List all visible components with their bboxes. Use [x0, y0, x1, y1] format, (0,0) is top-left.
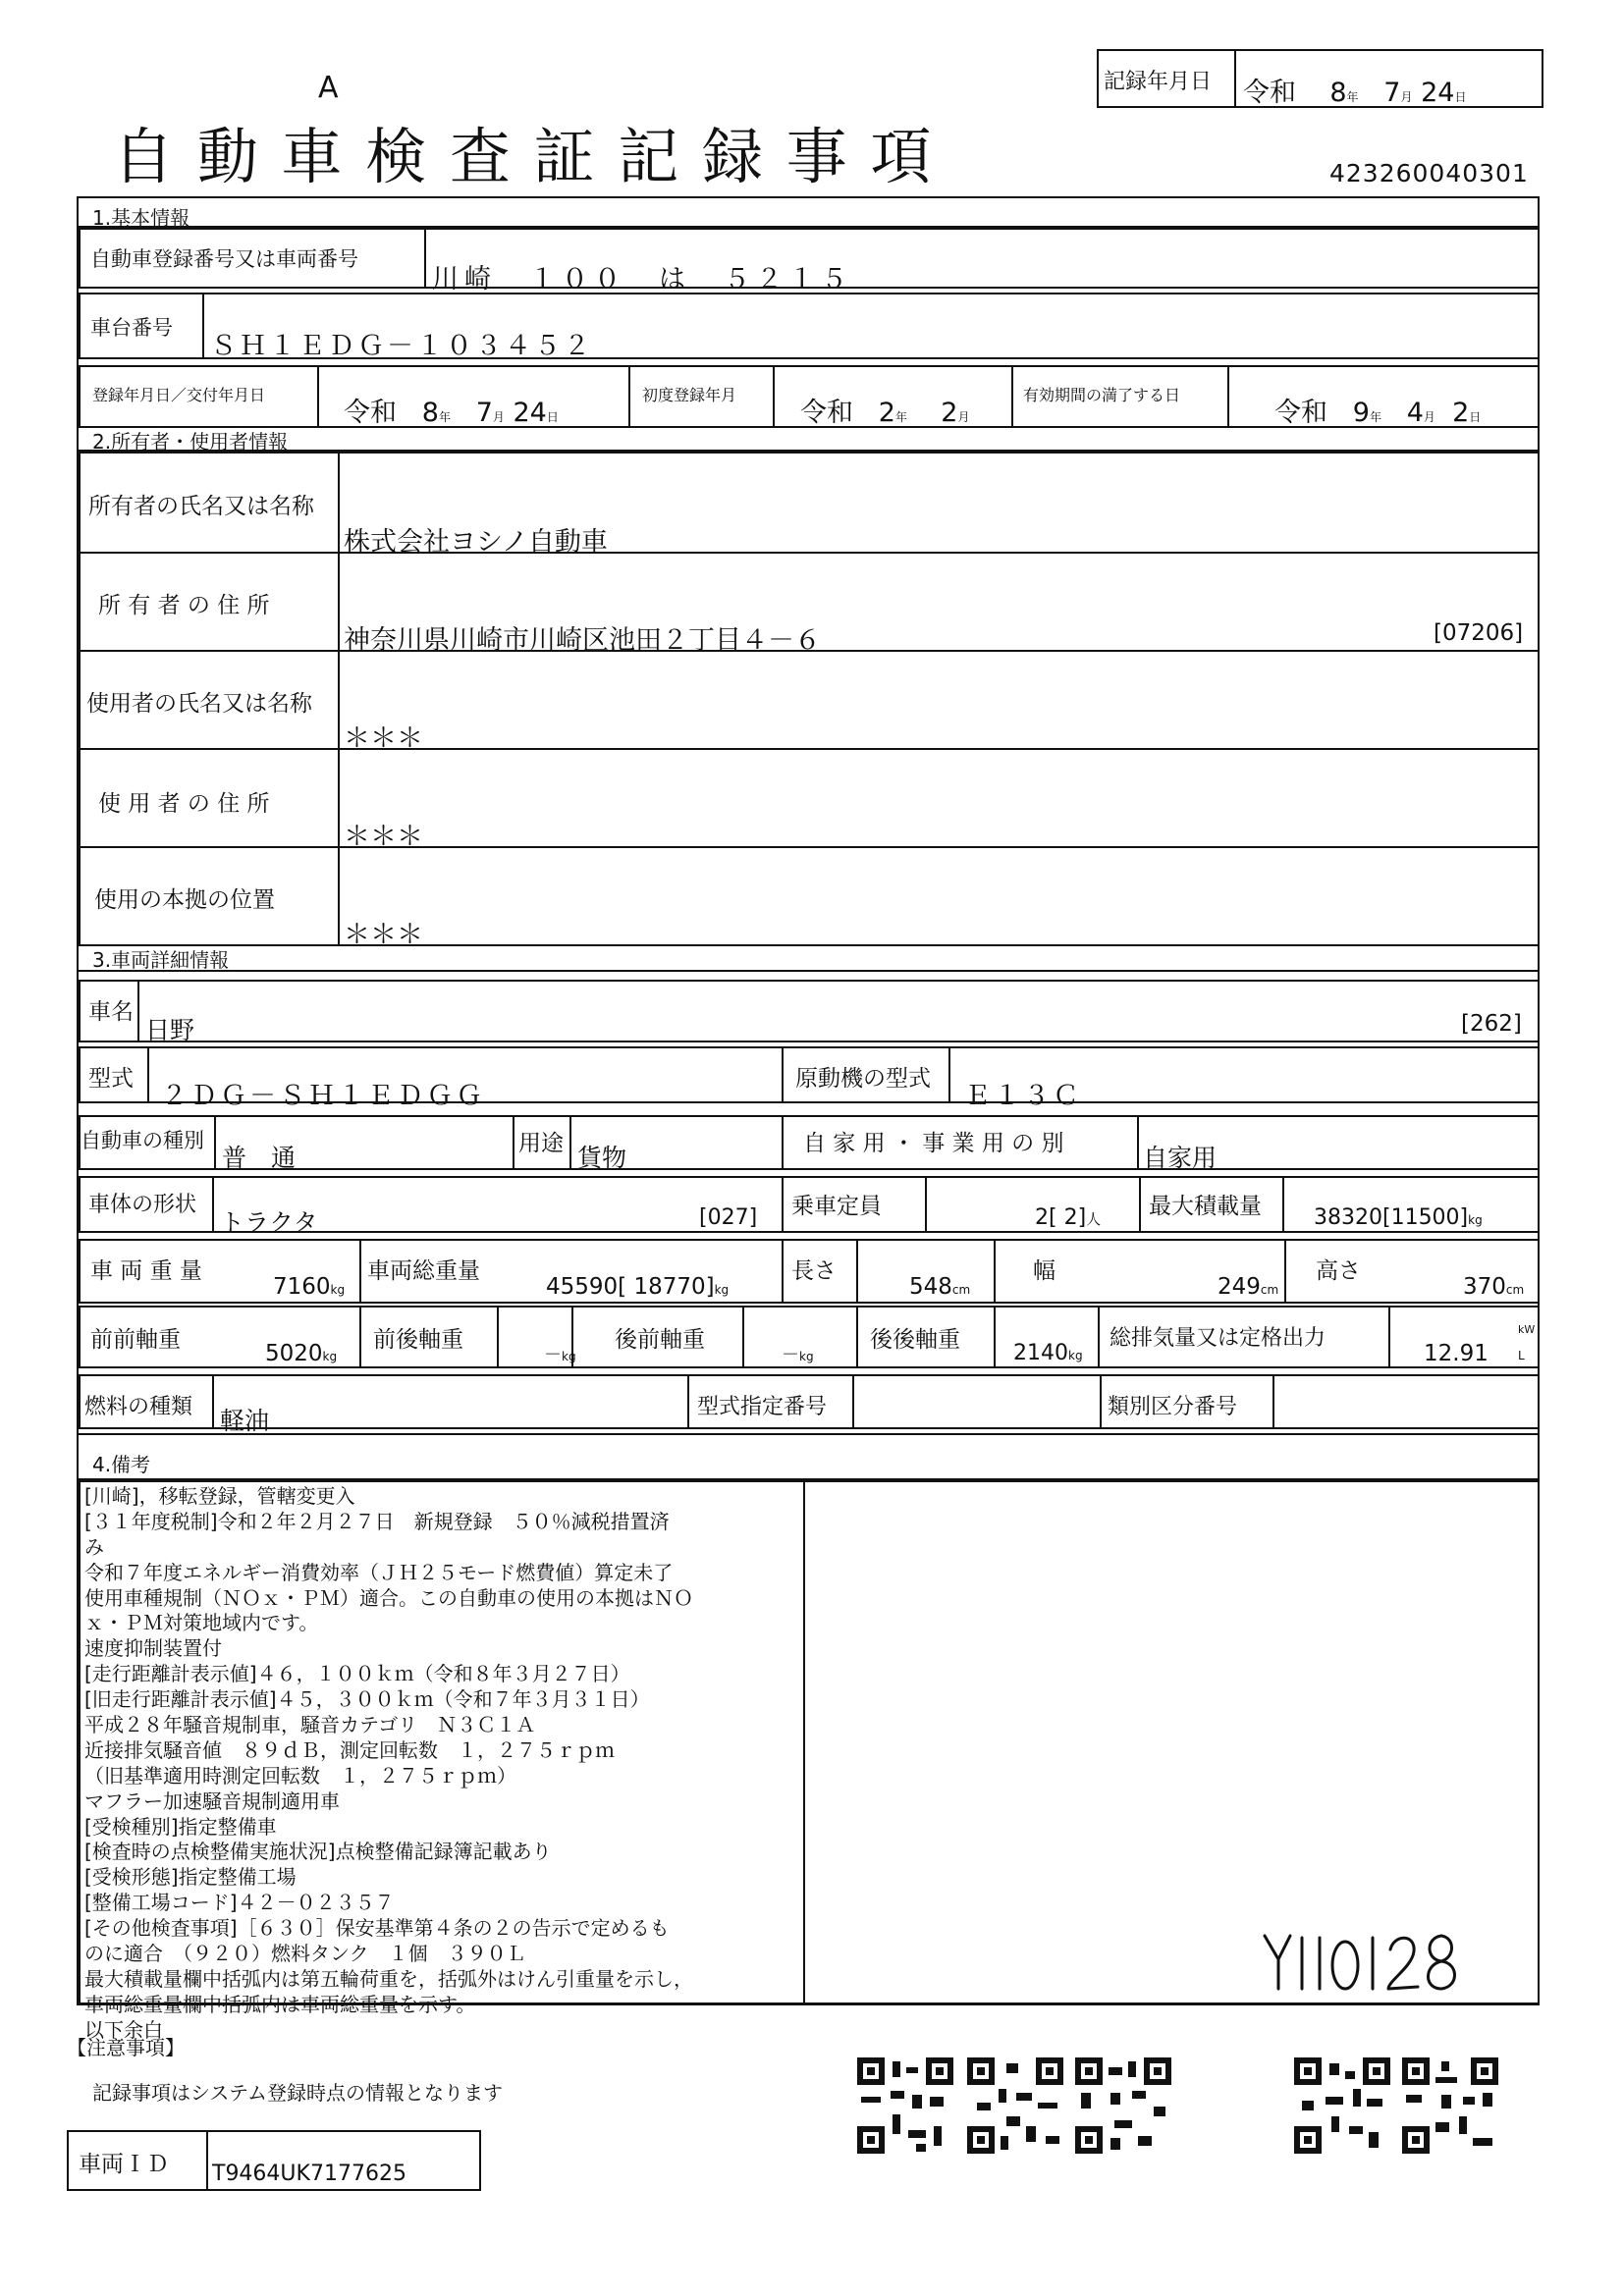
capacity-label: 乗車定員 — [791, 1194, 882, 1219]
length-label: 長さ — [791, 1258, 837, 1284]
remarks-line: [その他検査事項]［６３０］保安基準第４条の２の告示で定めるも — [84, 1916, 670, 1941]
remarks-line: [受検形態]指定整備工場 — [84, 1865, 297, 1890]
front-front-axle-value: 5020kg — [265, 1341, 338, 1366]
vehicle-id-label: 車両ＩＤ — [79, 2152, 169, 2177]
first-registration-label: 初度登録年月 — [642, 386, 737, 404]
section-owner-heading: 2.所有者・使用者情報 — [92, 430, 289, 454]
width-label: 幅 — [1033, 1258, 1056, 1284]
first-registration-value: 令和 2年 2月 — [800, 398, 970, 428]
remarks-line: [整備工場コード]４２－０２３５７ — [84, 1891, 395, 1915]
business-use-label: 自 家 用 ・ 事 業 用 の 別 — [803, 1131, 1064, 1156]
model-value: ２ＤＧ－ＳＨ１ＥＤＧＧ — [161, 1081, 485, 1111]
body-shape-label: 車体の形状 — [88, 1193, 197, 1217]
user-name-value: ＊＊＊ — [344, 723, 423, 754]
remarks-line: 速度抑制装置付 — [84, 1636, 222, 1661]
qr-code-3 — [1075, 2057, 1171, 2154]
capacity-value: 2[ 2]人 — [1035, 1205, 1102, 1230]
remarks-line: 平成２８年騒音規制車，騒音カテゴリ Ｎ３Ｃ１Ａ — [84, 1713, 536, 1737]
remarks-line: [検査時の点検整備実施状況]点検整備記録簿記載あり — [84, 1840, 552, 1864]
user-name-label: 使用者の氏名又は名称 — [86, 691, 312, 717]
remarks-line: （旧基準適用時測定回転数 １，２７５ｒｐｍ） — [84, 1763, 516, 1788]
document-title: 自 動 車 検 査 証 記 録 事 項 — [113, 121, 934, 192]
remarks-line: [走行距離計表示値]４６，１００ｋｍ（令和８年３月２７日） — [84, 1662, 630, 1686]
section-remarks-heading: 4.備考 — [92, 1453, 151, 1476]
displacement-unit-kw: kW — [1518, 1323, 1536, 1336]
remarks-line: ｘ・ＰＭ対策地域内です。 — [84, 1611, 319, 1635]
engine-model-value: Ｅ１３Ｃ — [964, 1081, 1082, 1111]
expiry-date-label: 有効期間の満了する日 — [1023, 386, 1181, 404]
owner-name-value: 株式会社ヨシノ自動車 — [344, 527, 608, 558]
rear-front-axle-label: 後前軸重 — [615, 1327, 705, 1353]
notes-text: 記録事項はシステム登録時点の情報となります — [92, 2081, 503, 2105]
model-label: 型式 — [88, 1066, 134, 1092]
document-number: 423260040301 — [1329, 159, 1529, 187]
owner-address-value: 神奈川県川崎市川崎区池田２丁目４－６ — [344, 625, 821, 656]
registration-date-value: 令和 8年 7月 24日 — [344, 398, 559, 428]
remarks-line: 令和７年度エネルギー消費効率（ＪＨ２５モード燃費値）算定未了 — [84, 1560, 674, 1584]
width-value: 249cm — [1218, 1274, 1279, 1300]
chassis-number-value: ＳＨ１ＥＤＧ－１０３４５２ — [210, 331, 593, 361]
height-label: 高さ — [1316, 1258, 1361, 1284]
remarks-line: み — [84, 1534, 104, 1559]
height-value: 370cm — [1463, 1274, 1525, 1300]
registration-number-value: 川崎 １００ は ５２１５ — [432, 264, 853, 294]
business-use-value: 自家用 — [1143, 1144, 1218, 1172]
max-load-value: 38320[11500]kg — [1314, 1205, 1483, 1230]
body-shape-value: トラクタ — [220, 1208, 318, 1237]
remarks-line: のに適合 （９２０）燃料タンク １個 ３９０Ｌ — [84, 1942, 526, 1966]
handwritten-annotation — [1257, 1924, 1473, 2002]
user-address-value: ＊＊＊ — [344, 822, 423, 852]
qr-code-4 — [1294, 2057, 1390, 2154]
rear-rear-axle-value: 2140kg — [1013, 1341, 1083, 1365]
owner-name-label: 所有者の氏名又は名称 — [88, 494, 314, 519]
fuel-type-label: 燃料の種類 — [84, 1395, 193, 1419]
record-date-label: 記録年月日 — [1104, 70, 1213, 94]
front-rear-axle-value: －kg — [544, 1345, 576, 1365]
notes-title: 【注意事項】 — [67, 2036, 185, 2059]
form-letter: A — [318, 71, 339, 105]
remarks-line: [川崎]，移転登録，管轄変更入 — [84, 1484, 355, 1508]
remarks-line: 最大積載量欄中括弧内は第五輪荷重を，括弧外はけん引重量を示し， — [84, 1966, 693, 1991]
remarks-line: 使用車種規制（ＮＯｘ・ＰＭ）適合。この自動車の使用の本拠はＮＯ — [84, 1585, 693, 1610]
remarks-line: 近接排気騒音値 ８９ｄＢ，測定回転数 １，２７５ｒｐｍ — [84, 1737, 615, 1762]
section-basic-heading: 1.基本情報 — [92, 206, 190, 230]
vehicle-id-value: T9464UK7177625 — [212, 2162, 406, 2186]
rear-front-axle-value: －kg — [782, 1345, 814, 1365]
purpose-label: 用途 — [518, 1131, 564, 1156]
vehicle-weight-value: 7160kg — [273, 1274, 346, 1300]
car-name-code: [262] — [1461, 1011, 1522, 1037]
vehicle-kind-value: 普 通 — [222, 1144, 297, 1172]
length-value: 548cm — [909, 1274, 971, 1300]
record-date-value: 令和 8年 7月 24日 — [1243, 78, 1467, 108]
max-load-label: 最大積載量 — [1149, 1194, 1262, 1219]
remarks-line: [受検種別]指定整備車 — [84, 1814, 277, 1839]
class-number-label: 類別区分番号 — [1108, 1395, 1238, 1419]
rear-rear-axle-label: 後後軸重 — [870, 1327, 960, 1353]
front-front-axle-label: 前前軸重 — [90, 1327, 181, 1353]
displacement-value: 12.91 — [1424, 1341, 1489, 1366]
qr-code-2 — [967, 2057, 1063, 2154]
engine-model-label: 原動機の型式 — [795, 1066, 931, 1092]
fuel-type-value: 軽油 — [220, 1407, 270, 1435]
type-designation-label: 型式指定番号 — [697, 1395, 828, 1419]
section-vehicle-heading: 3.車両詳細情報 — [92, 948, 230, 972]
body-shape-code: [027] — [699, 1205, 758, 1230]
owner-address-code: [07206] — [1434, 620, 1524, 646]
remarks-text — [84, 1484, 801, 2044]
registration-number-label: 自動車登録番号又は車両番号 — [90, 247, 358, 271]
remarks-line: 以下余白 — [84, 2017, 163, 2042]
registration-date-label: 登録年月日／交付年月日 — [92, 386, 266, 404]
vehicle-weight-label: 車 両 重 量 — [90, 1258, 202, 1284]
remarks-line: [旧走行距離計表示値]４５，３００ｋｍ（令和７年３月３１日） — [84, 1687, 650, 1712]
qr-code-5 — [1402, 2057, 1498, 2154]
vehicle-kind-label: 自動車の種別 — [81, 1129, 204, 1152]
gross-weight-label: 車両総重量 — [367, 1258, 480, 1284]
purpose-value: 貨物 — [577, 1144, 627, 1172]
remarks-line: マフラー加速騒音規制適用車 — [84, 1789, 340, 1813]
front-rear-axle-label: 前後軸重 — [373, 1327, 463, 1353]
remarks-line: [３１年度税制]令和２年２月２７日 新規登録 ５０％減税措置済 — [84, 1509, 670, 1533]
base-location-label: 使用の本拠の位置 — [94, 887, 275, 913]
displacement-label: 総排気量又は定格出力 — [1110, 1326, 1326, 1351]
owner-address-label: 所 有 者 の 住 所 — [98, 593, 270, 618]
qr-code-1 — [857, 2057, 953, 2154]
displacement-unit-l: L — [1518, 1349, 1525, 1362]
gross-weight-value: 45590[ 18770]kg — [546, 1274, 730, 1300]
remarks-line: 車両総重量欄中括弧内は車両総重量を示す。 — [84, 1992, 476, 2016]
expiry-date-value: 令和 9年 4月 2日 — [1274, 398, 1482, 428]
car-name-value: 日野 — [145, 1016, 195, 1044]
chassis-number-label: 車台番号 — [90, 316, 173, 340]
user-address-label: 使 用 者 の 住 所 — [98, 791, 270, 817]
base-location-value: ＊＊＊ — [344, 920, 423, 950]
car-name-label: 車名 — [88, 999, 134, 1025]
